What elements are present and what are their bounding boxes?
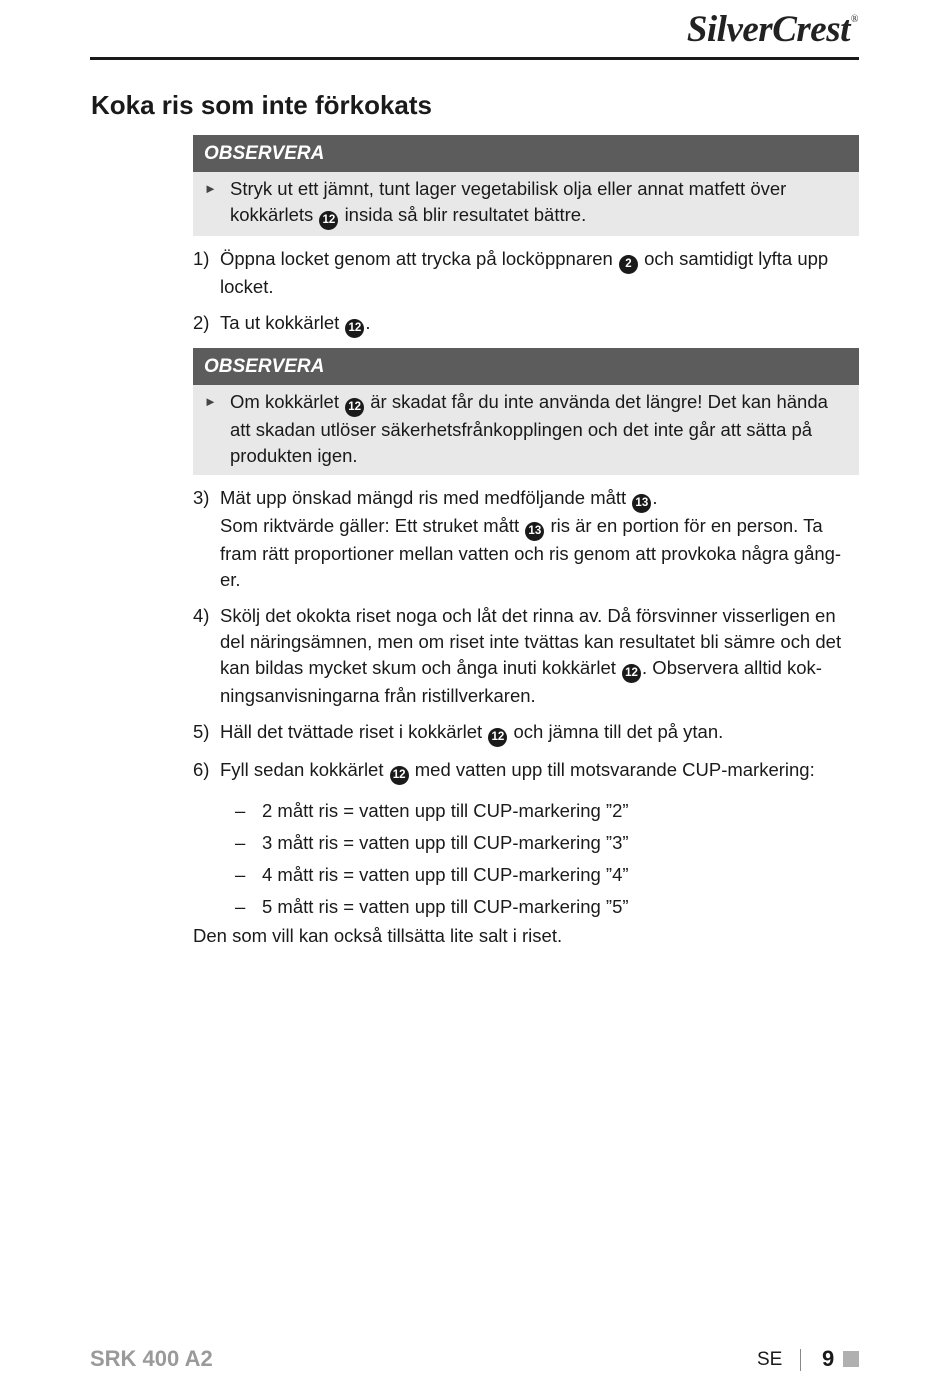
step-number: 6) [193,759,210,780]
step-text-part: . Observera alltid kok- [642,657,822,678]
brand-logo [687,8,858,51]
step-text-part: . [365,312,371,333]
note-line: produkten igen. [230,445,358,466]
note-line: Stryk ut ett jämnt, tunt lager vegetabilisk olja eller annat matfett över [230,178,787,199]
step-number: 3) [193,487,210,508]
dash-bullet: – [235,800,246,821]
step-text-part: Öppna locket genom att trycka på locköppnaren [220,248,613,269]
dash-bullet: – [235,864,246,885]
step-text [220,719,859,747]
step-1 [193,246,859,300]
step-text-part: och samtidigt lyfta upp [644,248,829,269]
note-text: är skadat får du inte använda det längre! Det kan hända [370,391,828,412]
page-number: 9 [822,1346,835,1371]
step-text-part: och jämna till det på ytan. [513,721,724,742]
step-text-part: Som riktvärde gäller: Ett struket mått [220,515,520,536]
part-number-13-icon: 13 [632,494,651,513]
part-number-12-icon: 12 [345,398,364,417]
note-box-1 [193,135,859,236]
note-heading: OBSERVERA [193,348,859,385]
bullet-arrow-icon: ► [204,394,217,409]
list-item [193,891,859,923]
dash-bullet: – [235,832,246,853]
part-number-12-icon: 12 [319,211,338,230]
step-number: 2) [193,312,210,333]
list-item-text: 5 mått ris = vatten upp till CUP-markering ”5” [262,896,629,917]
step-text-part: ris är en portion för en person. Ta [550,515,823,536]
cup-marking-list [193,795,859,923]
note-text: insida så blir resultatet bättre. [344,204,587,225]
step-number: 4) [193,605,210,626]
list-item [193,827,859,859]
final-note: Den som vill kan också tillsätta lite salt i riset. [193,925,563,946]
list-item [193,859,859,891]
step-text [220,485,859,593]
step-text-part: Häll det tvättade riset i kokkärlet [220,721,483,742]
step-5 [193,719,859,747]
note-line: att skadan utlöser säkerhetsfrånkopplingen och det inte går att sätta på [230,419,813,440]
step-text [220,757,859,785]
part-number-12-icon: 12 [345,319,364,338]
page-title: Koka ris som inte förkokats [91,90,432,120]
step-text-part: ningsanvisningarna från ristillverkaren. [220,685,536,706]
step-text-part: fram rätt proportioner mellan vatten och ris genom att provkoka några gång- [220,543,842,564]
list-item [193,795,859,827]
dash-bullet: – [235,896,246,917]
note-body [193,172,859,236]
note-text: Om kokkärlet [230,391,339,412]
part-number-2-icon: 2 [619,255,638,274]
bullet-arrow-icon: ► [204,181,217,196]
footer-model: SRK 400 A2 [90,1346,213,1371]
step-number: 1) [193,248,210,269]
list-item-text: 3 mått ris = vatten upp till CUP-markering ”3” [262,832,629,853]
note-heading: OBSERVERA [193,135,859,172]
footer-square-icon [843,1351,859,1367]
note-body [193,385,859,475]
step-6 [193,757,859,785]
step-text [220,246,859,300]
step-text-part: Mät upp önskad mängd ris med medföljande mått [220,487,627,508]
step-3 [193,485,859,593]
step-text-part: locket. [220,276,274,297]
note-box-2 [193,348,859,475]
step-text-part: er. [220,569,241,590]
part-number-12-icon: 12 [622,664,641,683]
note-text: kokkärlets [230,204,314,225]
step-text-part: Skölj det okokta riset noga och låt det rinna av. Då försvinner visserligen en [220,605,836,626]
main-content [193,135,859,949]
part-number-13-icon: 13 [525,522,544,541]
step-text-part: Fyll sedan kokkärlet [220,759,384,780]
step-text-part: med vatten upp till motsvarande CUP-markering: [414,759,815,780]
footer-divider [800,1349,801,1371]
step-text-part: kan bildas mycket skum och ånga inuti kokkärlet [220,657,616,678]
footer-language: SE [757,1349,783,1370]
part-number-12-icon: 12 [488,728,507,747]
list-item-text: 2 mått ris = vatten upp till CUP-markering ”2” [262,800,629,821]
brand-name: SilverCrest [686,9,850,50]
registered-mark: ® [850,14,858,25]
step-text-part: del näringsämnen, men om riset inte tvättas kan resultatet bli sämre och det [220,631,842,652]
step-2 [193,310,859,338]
step-text [220,603,859,709]
step-text [220,310,859,338]
header-rule [90,57,859,60]
step-text-part: Ta ut kokkärlet [220,312,340,333]
step-text-part: . [652,487,658,508]
step-4 [193,603,859,709]
part-number-12-icon: 12 [390,766,409,785]
step-number: 5) [193,721,210,742]
list-item-text: 4 mått ris = vatten upp till CUP-markering ”4” [262,864,629,885]
